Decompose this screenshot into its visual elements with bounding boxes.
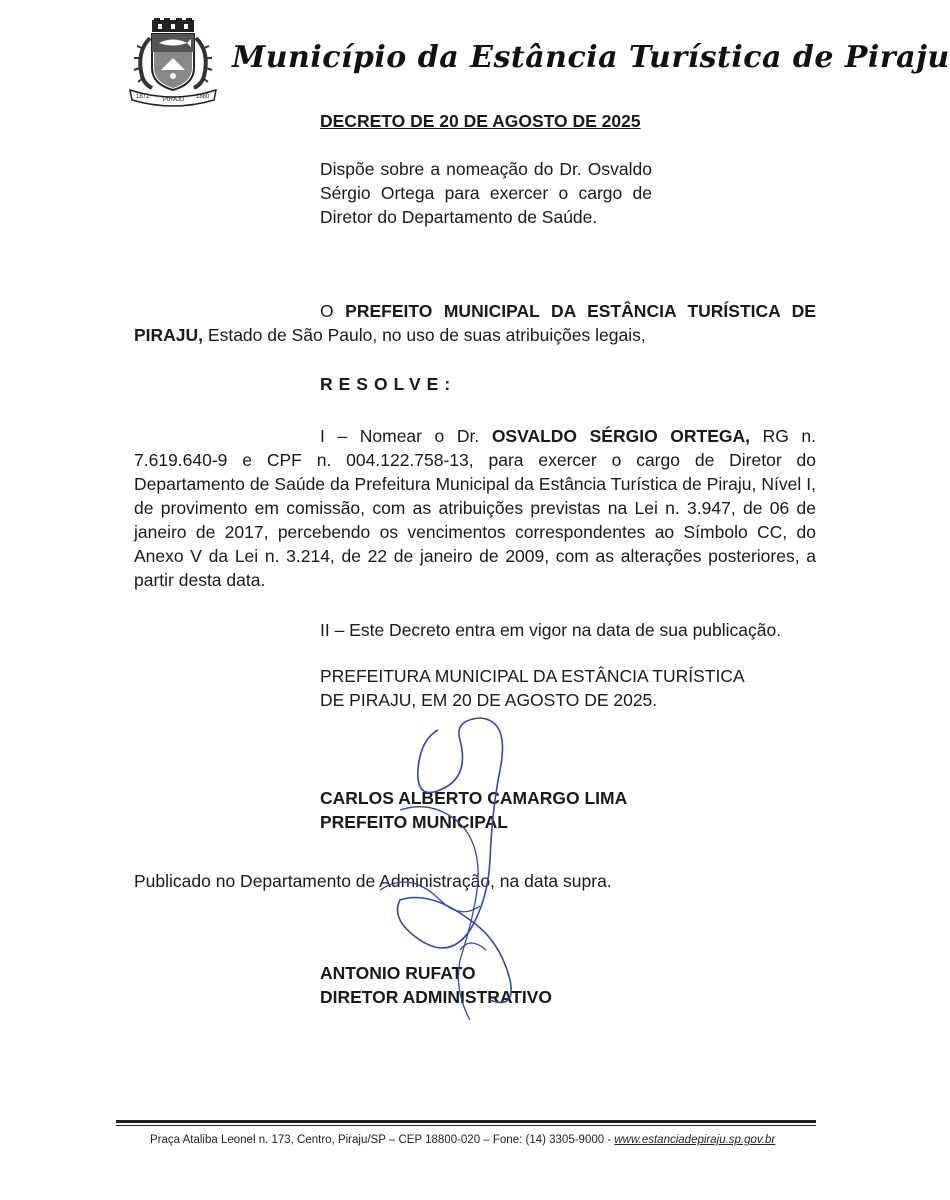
svg-text:PIRAJU: PIRAJU [163, 97, 185, 103]
preamble-prefix: O [320, 301, 346, 321]
director-title: DIRETOR ADMINISTRATIVO [320, 987, 553, 1007]
resolve-label: RESOLVE: [320, 374, 457, 394]
decree-preamble [134, 299, 816, 347]
preamble-rest: Estado de São Paulo, no uso de suas atribuições legais, [203, 325, 646, 345]
director-signature-block [320, 961, 552, 1009]
footer-website-link[interactable]: www.estanciadepiraju.sp.gov.br [614, 1134, 776, 1146]
closing-line-2: DE PIRAJU, EM 20 DE AGOSTO DE 2025. [320, 690, 658, 710]
appointee-name: OSVALDO SÉRGIO ORTEGA, [491, 426, 750, 446]
preamble-authority: PREFEITO MUNICIPAL DA ESTÂNCIA TURÍSTICA DE PIRAJU, [134, 301, 816, 345]
article-2: II – Este Decreto entra em vigor na data de sua publicação. [320, 620, 782, 640]
decree-title: DECRETO DE 20 DE AGOSTO DE 2025 [320, 111, 641, 131]
article-1-text: RG n. 7.619.640-9 e CPF n. 004.122.758-13, para exercer o cargo de Diretor do Departamento de Saúde da Prefeitura Municipal da Estância Turística de Piraju, Nível I, de provimento em comissão, com as atribuições previstas na Lei n. 3.947, de 06 de janeiro de 2017, percebendo os vencimentos correspondentes ao Símbolo CC, do Anexo V da Lei n. 3.214, de 22 de janeiro de 2009, com as alterações posteriores, a partir desta data. [134, 426, 816, 590]
closing-line-1: PREFEITURA MUNICIPAL DA ESTÂNCIA TURÍSTICA [320, 666, 745, 686]
footer-address [150, 1134, 775, 1146]
municipality-header-title: Município da Estância Turística de Piraju [232, 40, 950, 75]
decree-summary: Dispõe sobre a nomeação do Dr. Osvaldo Sérgio Ortega para exercer o cargo de Diretor do Departamento de Saúde. [320, 159, 652, 227]
director-name: ANTONIO RUFATO [320, 963, 476, 983]
publication-note: Publicado no Departamento de Administração, na data supra. [134, 871, 612, 891]
mayor-name: CARLOS ALBERTO CAMARGO LIMA [320, 788, 628, 808]
footer-address-text: Praça Ataliba Leonel n. 173, Centro, Piraju/SP – CEP 18800-020 – Fone: (14) 3305-9000 - [150, 1134, 615, 1146]
mayor-signature-block [320, 786, 627, 834]
municipal-crest-logo [128, 18, 218, 102]
footer-divider-thin [116, 1125, 816, 1126]
article-1-prefix: I – Nomear o Dr. [320, 426, 492, 446]
svg-text:1871: 1871 [136, 94, 150, 100]
closing-place-date [320, 664, 745, 712]
svg-text:1880: 1880 [196, 94, 210, 100]
mayor-title: PREFEITO MUNICIPAL [320, 812, 508, 832]
article-1 [134, 424, 816, 592]
footer-divider [116, 1120, 816, 1123]
